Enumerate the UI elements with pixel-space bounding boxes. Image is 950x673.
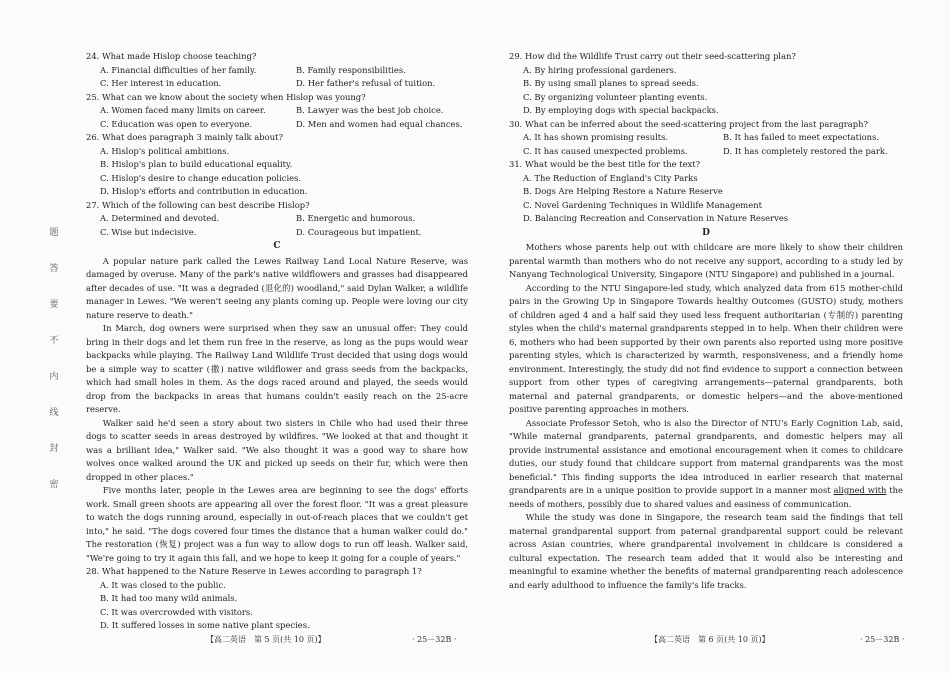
option: C. It was overcrowded with visitors. <box>100 606 253 617</box>
option: A. It was closed to the public. <box>100 579 226 590</box>
question-28: 28. What happened to the Nature Reserve in Lewes according to paragraph 1? <box>86 566 422 576</box>
option: A. By hiring professional gardeners. <box>523 64 677 75</box>
passage-paragraph: A popular nature park called the Lewes Railway Land Local Nature Reserve, was damaged by overuse. Many of the park's native wildflowers and grasses had disappeared after decades of use. "It was a degraded (退化的) woodland," said Dylan Walker, a wildlife manager in Lewes. "We weren't seeing any plants coming up. People were loving our city nature reserve to death." <box>86 255 468 320</box>
passage-paragraph: According to the NTU Singapore-led study, which analyzed data from 615 mother-child pairs in the Growing Up in Singapore Towards healthy Outcomes (GUSTO) study, mothers of children aged 4 and a half said they used less frequent authoritarian (专制的) parenting styles when the child's maternal grandparents stepped in to help. When their children were 6, mothers who had been supported by their own parents also reported using more positive parenting styles, which is characterized by warmth, responsiveness, and a friendly home environment. Interestingly, the study did not find evidence to support a connection between support from other types of caregiving arrangements—paternal grandparents, both maternal and paternal grandparents, or domestic helpers—and the above-mentioned positive parenting approaches in mothers. <box>509 282 903 414</box>
option: B. Lawyer was the best job choice. <box>296 105 444 115</box>
binding-margin-text <box>44 225 64 490</box>
option: C. Hislop's desire to change education policies. <box>100 172 302 183</box>
option: A. Hislop's political ambitions. <box>100 145 230 156</box>
option: A. The Reduction of England's City Parks <box>523 172 698 183</box>
paragraph-text: the needs of mothers, possibly due to shared values and easiness of communication. <box>509 485 903 509</box>
option: B. Dogs Are Helping Restore a Nature Reserve <box>523 186 723 196</box>
page-footer-left: 【高二英语 第 5 页(共 10 页)】 <box>206 635 326 644</box>
margin-char: 答 <box>49 264 59 274</box>
option: D. Men and women had equal chances. <box>296 118 463 129</box>
section-heading-d: D <box>702 227 710 238</box>
question-26: 26. What does paragraph 3 mainly talk about? <box>86 132 283 142</box>
passage-paragraph: While the study was done in Singapore, the research team said the findings that tell maternal grandparental support from paternal grandparental support could be relevant across Asian countries, where grandparental involvement in childcare is considered a cultural expectation. The research team added that it would also be interesting and meaningful to examine whether the benefits of maternal grandparenting reach adolescence and early adulthood to influence the family's life tracks. <box>509 512 903 590</box>
option: C. It has caused unexpected problems. <box>523 145 688 156</box>
option: D. By employing dogs with special backpacks. <box>523 105 719 115</box>
option: A. Determined and devoted. <box>100 213 220 223</box>
margin-char: 要 <box>49 300 59 310</box>
margin-char: 线 <box>49 408 59 418</box>
passage-paragraph: Mothers whose parents help out with childcare are more likely to show their children parental warmth than mothers who do not receive any support, according to a study led by Nanyang Technological University, Singapore (NTU Singapore) and published in a journal. <box>509 242 903 279</box>
margin-char: 封 <box>49 444 59 454</box>
option: B. It has failed to meet expectations. <box>723 132 880 142</box>
option: A. Financial difficulties of her family. <box>100 64 257 75</box>
option: D. It has completely restored the park. <box>723 145 888 156</box>
option: D. It suffered losses in some native plant species. <box>100 620 310 630</box>
question-25: 25. What can we know about the society when Hislop was young? <box>86 91 366 102</box>
option: C. Wise but indecisive. <box>100 226 197 237</box>
option: C. By organizing volunteer planting events. <box>523 91 708 102</box>
question-27: 27. Which of the following can best describe Hislop? <box>86 199 310 210</box>
option: B. Energetic and humorous. <box>296 213 416 223</box>
option: C. Her interest in education. <box>100 78 222 88</box>
option: D. Courageous but impatient. <box>296 226 422 237</box>
option: D. Her father's refusal of tuition. <box>296 78 436 88</box>
paragraph-text: Associate Professor Setoh, who is also the Director of NTU's Early Cognition Lab, said, "While maternal grandparents, paternal grandparents, and domestic helpers may all provide instrumental assistance and emotional encouragement when it comes to childcare duties, our study found that childcare support from maternal grandparents was the most beneficial." This finding supports the idea introduced in earlier research that maternal grandparents are in a unique position to provide support in a manner most <box>509 417 903 495</box>
passage-paragraph: Walker said he'd seen a story about two sisters in Chile who had used their three dogs to scatter seeds in areas destroyed by wildfires. "We looked at that and thought it was a brilliant idea," Walker said. "We also thought it was a good way to share how wolves once walked around the UK and picked up seeds on their fur, which were then dropped in other places." <box>86 417 468 482</box>
options-25 <box>100 104 468 131</box>
question-30: 30. What can be inferred about the seed-scattering project from the last paragraph? <box>509 118 868 129</box>
underlined-phrase: aligned with <box>833 485 887 495</box>
left-page <box>86 50 468 633</box>
option: C. Education was open to everyone. <box>100 118 253 129</box>
option: B. By using small planes to spread seeds. <box>523 78 699 88</box>
passage-paragraph <box>509 417 903 512</box>
option: B. It had too many wild animals. <box>100 593 238 603</box>
options-24 <box>100 64 468 91</box>
page-code-left: · 25－32B · <box>412 635 457 644</box>
passage-paragraph: In March, dog owners were surprised when they saw an unusual offer: They could bring in their dogs and let them run free in the reserve, as long as the pups would wear backpacks while playing. The Railway Land Wildlife Trust decided that using dogs would be a simple way to scatter (撒) native wildflower and grass seeds from the backpacks, which had small holes in them. As the dogs raced around and played, the seeds would drop from the backpacks in areas that humans couldn't easily reach on the 25-acre reserve. <box>86 323 468 414</box>
section-heading-c: C <box>273 241 281 251</box>
passage-paragraph: Five months later, people in the Lewes area are beginning to see the dogs' efforts work. Small green shoots are appearing all over the forest floor. "It was a great pleasure to watch the dogs running around, especially in out-of-reach places that we couldn't get into," he said. "The dogs covered four times the distance that a human walker could do." The restoration (恢复) project was a fun way to allow dogs to run off leash. Walker said, "We're going to try it again this fall, and we hope to keep it going for a couple of years." <box>86 485 468 563</box>
option: B. Family responsibilities. <box>296 64 406 75</box>
margin-char: 不 <box>49 336 59 346</box>
margin-char: 题 <box>49 228 59 238</box>
margin-char: 内 <box>49 372 59 382</box>
option: A. Women faced many limits on career. <box>100 105 266 115</box>
options-30 <box>523 131 903 158</box>
options-27 <box>100 212 468 239</box>
question-29: 29. How did the Wildlife Trust carry out their seed-scattering plan? <box>509 51 796 61</box>
margin-char: 密 <box>49 480 59 490</box>
option: A. It has shown promising results. <box>523 132 669 142</box>
page-code-right: · 25－32B · <box>860 635 905 644</box>
question-31: 31. What would be the best title for the text? <box>509 159 701 169</box>
question-24: 24. What made Hislop choose teaching? <box>86 51 257 61</box>
right-page <box>509 50 903 592</box>
option: D. Balancing Recreation and Conservation in Nature Reserves <box>523 213 789 223</box>
option: B. Hislop's plan to build educational equality. <box>100 159 293 169</box>
option: D. Hislop's efforts and contribution in education. <box>100 186 308 196</box>
page-footer-right: 【高二英语 第 6 页(共 10 页)】 <box>650 635 770 644</box>
option: C. Novel Gardening Techniques in Wildlife Management <box>523 199 762 210</box>
